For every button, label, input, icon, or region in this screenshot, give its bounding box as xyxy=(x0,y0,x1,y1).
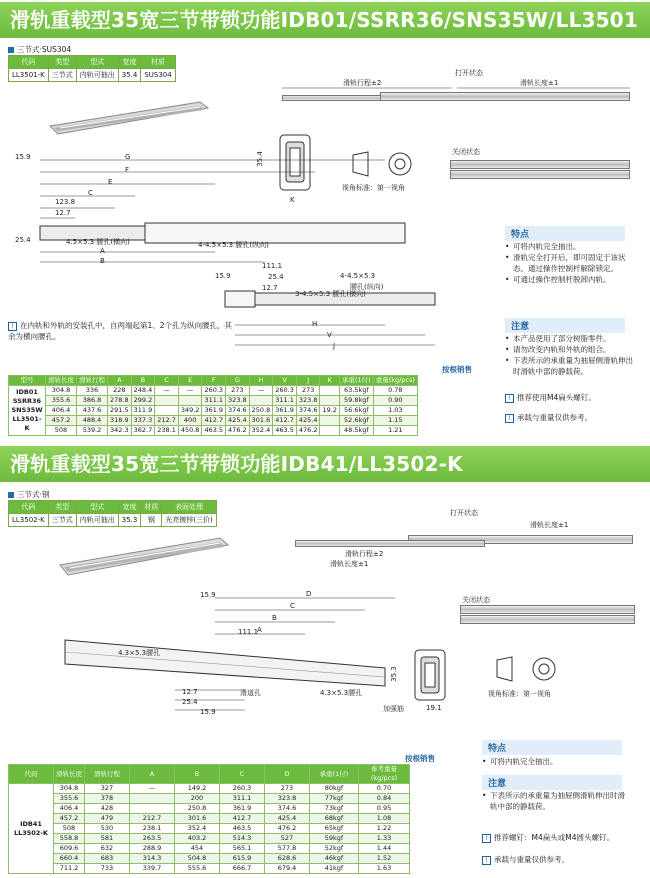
dims-header: B xyxy=(175,765,220,784)
table-cell: 463.5 xyxy=(220,824,265,834)
table-cell: 273 xyxy=(296,386,320,396)
table-cell: 428 xyxy=(85,804,130,814)
table-cell: 273 xyxy=(226,386,250,396)
caution-list xyxy=(482,790,632,812)
dim-C: C xyxy=(88,189,93,197)
side-drawing xyxy=(15,150,415,270)
table-cell: 374.6 xyxy=(226,406,250,416)
section1-tag xyxy=(8,44,71,55)
slot-label: 4-4.5×5.3 xyxy=(340,272,376,280)
closed-rail-b xyxy=(450,170,630,179)
closed-rail-b xyxy=(460,615,635,624)
table-cell xyxy=(320,396,339,406)
table-cell: 238.1 xyxy=(155,426,179,436)
table-cell: 1.52 xyxy=(359,854,410,864)
table-cell: 1.03 xyxy=(373,406,417,416)
table-cell: 212.7 xyxy=(155,416,179,426)
spec-header: 代码 xyxy=(9,501,49,514)
table-cell: 488.4 xyxy=(77,416,108,426)
table-cell: 278.8 xyxy=(108,396,132,406)
table-cell: 632 xyxy=(85,844,130,854)
square-icon xyxy=(8,47,14,53)
list-item: • 可将内轨完全抽出。 xyxy=(482,756,627,767)
tag-text: 三节式·钢 xyxy=(17,490,50,499)
spec-cell: 三节式 xyxy=(48,514,76,527)
table-cell: 339.7 xyxy=(130,864,175,874)
table-cell: 288.9 xyxy=(130,844,175,854)
table-cell: 0.90 xyxy=(373,396,417,406)
dims-header: H xyxy=(249,376,273,386)
dim-25-4: 25.4 xyxy=(182,698,198,706)
table-cell: 311.1 xyxy=(202,396,226,406)
rail-photo xyxy=(50,98,210,138)
recommend-text: 推荐螺钉：M4扁头或M4圆头螺钉。 xyxy=(494,833,614,842)
dims-header: 型号 xyxy=(9,376,46,386)
table-cell: 454 xyxy=(175,844,220,854)
table-cell: 273 xyxy=(265,784,310,794)
spec-cell: 三节式 xyxy=(48,69,76,82)
table-cell: 476.2 xyxy=(226,426,250,436)
table-cell: 200 xyxy=(175,794,220,804)
stroke-label: 滑轨行程±2 xyxy=(345,550,384,558)
stroke-label: 滑轨行程±2 xyxy=(343,79,382,87)
table-cell: 1.44 xyxy=(359,844,410,854)
table-cell: 65kgf xyxy=(310,824,359,834)
table-cell: 1.08 xyxy=(359,814,410,824)
dim-D: D xyxy=(306,590,312,598)
dim-G: G xyxy=(125,153,131,161)
dims-header: 代码 xyxy=(9,765,54,784)
dim-35-4: 35.4 xyxy=(255,151,264,167)
table-cell: 476.2 xyxy=(296,426,320,436)
table-cell: 0.95 xyxy=(359,804,410,814)
dim-35-3: 35.3 xyxy=(389,666,398,682)
table-cell xyxy=(155,396,179,406)
table-cell: 314.3 xyxy=(130,854,175,864)
dim-F: F xyxy=(125,166,130,174)
table-cell: — xyxy=(178,386,202,396)
section1-title: 滑轨重载型35宽三节带锁功能IDB01/SSRR36/SNS35W/LL3501 xyxy=(0,2,650,38)
list-item: • 本产品使用了部分树脂零件。 xyxy=(505,333,635,344)
list-item: • 可将内轨完全抽出。 xyxy=(505,241,635,252)
table-cell: 56.6kgf xyxy=(339,406,373,416)
dims-header: A xyxy=(108,376,132,386)
table-cell xyxy=(130,804,175,814)
dim-J: J xyxy=(333,342,336,350)
info-icon: ! xyxy=(482,856,491,865)
table-cell: 406.4 xyxy=(54,804,85,814)
dims-header: 滑轨行程 xyxy=(85,765,130,784)
table-cell: 666.7 xyxy=(220,864,265,874)
closed-rail-a xyxy=(460,605,635,614)
table-cell: 311.1 xyxy=(273,396,297,406)
section1-spec-table xyxy=(8,55,176,82)
table-cell: 527 xyxy=(265,834,310,844)
open-state-label: 打开状态 xyxy=(455,69,483,77)
table-cell: 463.5 xyxy=(273,426,297,436)
table-cell: 311.1 xyxy=(220,794,265,804)
table-cell: 352.4 xyxy=(249,426,273,436)
dims-header: C xyxy=(220,765,265,784)
table-cell: 349.2 xyxy=(178,406,202,416)
spec-cell: LL3501-K xyxy=(9,69,49,82)
spec-cell: LL3502-K xyxy=(9,514,49,527)
dims-header: 重量(kg/pcs) xyxy=(373,376,417,386)
table-cell: 250.8 xyxy=(175,804,220,814)
section2-tag xyxy=(8,489,49,500)
table-cell: 581 xyxy=(85,834,130,844)
spec-cell: 35.3 xyxy=(118,514,141,527)
table-cell: 508 xyxy=(46,426,77,436)
table-cell: 0.84 xyxy=(359,794,410,804)
table-cell xyxy=(320,386,339,396)
section2-spec-table xyxy=(8,500,217,527)
table-cell: 425.4 xyxy=(265,814,310,824)
dim-12-7: 12.7 xyxy=(182,688,198,696)
caution-heading: 注意 xyxy=(505,318,625,333)
table-cell: 1.15 xyxy=(373,416,417,426)
square-icon xyxy=(8,492,14,498)
lock-hole-label: 滑道孔 xyxy=(240,689,261,697)
table-cell: 337.3 xyxy=(131,416,155,426)
table-cell: 378 xyxy=(85,794,130,804)
dim-B: B xyxy=(100,257,105,265)
table-cell: 260.3 xyxy=(273,386,297,396)
table-cell: 504.8 xyxy=(175,854,220,864)
recommend-text: 推荐使用M4扁头螺钉。 xyxy=(517,393,596,402)
table-cell: 530 xyxy=(85,824,130,834)
info-icon: ! xyxy=(8,322,17,331)
table-cell: 425.4 xyxy=(296,416,320,426)
list-item: • 可通过操作控制杆脱卸内轨。 xyxy=(505,274,635,285)
dims-header: 滑轨长度 xyxy=(54,765,85,784)
table-cell: 733 xyxy=(85,864,130,874)
features-heading: 特点 xyxy=(482,740,622,755)
table-cell: 250.8 xyxy=(249,406,273,416)
load-note-text: 承载与重量仅供参考。 xyxy=(517,413,592,422)
spec-header: 型式 xyxy=(76,501,118,514)
spec-header: 类型 xyxy=(48,56,76,69)
table-cell: 52kgf xyxy=(310,844,359,854)
table-cell: 412.7 xyxy=(273,416,297,426)
table-cell: 263.5 xyxy=(130,834,175,844)
sales-unit: 按根销售 xyxy=(442,365,472,374)
table-cell: 0.78 xyxy=(373,386,417,396)
table-cell: 457.2 xyxy=(54,814,85,824)
dim-15-9: 15.9 xyxy=(15,153,31,161)
dim-E: E xyxy=(108,178,113,186)
table-cell: — xyxy=(155,386,179,396)
spec-cell: 内轨可抽出 xyxy=(76,514,118,527)
load-note xyxy=(505,412,592,423)
table-cell: 311.9 xyxy=(131,406,155,416)
dim-A: A xyxy=(100,247,105,255)
table-cell: 403.2 xyxy=(175,834,220,844)
table-cell: 46kgf xyxy=(310,854,359,864)
table-cell: 412.7 xyxy=(220,814,265,824)
sales-unit: 按根销售 xyxy=(405,754,435,763)
dim-111-1: 111.1 xyxy=(262,262,283,270)
dim-H: H xyxy=(312,320,318,328)
table-cell: 77kgf xyxy=(310,794,359,804)
table-cell: 628.6 xyxy=(265,854,310,864)
table-cell: 450.8 xyxy=(178,426,202,436)
length-label: 滑轨长度±1 xyxy=(330,560,369,568)
dims-header: K xyxy=(320,376,339,386)
recommend-note xyxy=(482,832,614,843)
table-cell: 48.5kgf xyxy=(339,426,373,436)
dims-header: 滑轨行程 xyxy=(77,376,108,386)
features-heading: 特点 xyxy=(505,226,625,241)
table-cell: 52.6kgf xyxy=(339,416,373,426)
closed-state-label: 关闭状态 xyxy=(462,596,490,604)
load-note-text: 承载与重量仅供参考。 xyxy=(494,855,569,864)
list-item: • 滑轨完全打开后，即可固定于该状态。通过操作控制杆解除锁定。 xyxy=(505,252,635,274)
closed-state-label: 关闭状态 xyxy=(452,148,480,156)
dim-15-9: 15.9 xyxy=(215,272,231,280)
table-cell: 539.2 xyxy=(77,426,108,436)
table-cell: 457.2 xyxy=(46,416,77,426)
info-icon: ! xyxy=(505,394,514,403)
table-cell: 301.6 xyxy=(175,814,220,824)
table-cell: 406.4 xyxy=(46,406,77,416)
length-label: 滑轨长度±1 xyxy=(530,521,569,529)
table-cell: 68kgf xyxy=(310,814,359,824)
dim-15-9: 15.9 xyxy=(200,708,216,716)
side-drawing xyxy=(45,590,405,720)
spec-header: 材质 xyxy=(141,501,162,514)
table-cell: 63.5kgf xyxy=(339,386,373,396)
spec-cell: 钢 xyxy=(141,514,162,527)
dims-header: G xyxy=(226,376,250,386)
slot-label: 4.3×5.3腰孔 xyxy=(320,689,363,697)
dims-header: V xyxy=(273,376,297,386)
spec-cell: 内轨可抽出 xyxy=(76,69,118,82)
slot-label: 3-4.5×5.3 腰孔(横向) xyxy=(295,290,366,298)
info-icon: ! xyxy=(482,834,491,843)
table-cell: 412.7 xyxy=(202,416,226,426)
table-cell: 323.8 xyxy=(226,396,250,406)
dims-header: A xyxy=(130,765,175,784)
section1-dims-table xyxy=(8,375,418,436)
spec-header: 代码 xyxy=(9,56,49,69)
table-cell: 299.2 xyxy=(131,396,155,406)
dim-111-1: 111.1 xyxy=(238,628,259,636)
table-cell xyxy=(320,426,339,436)
table-cell: 437.6 xyxy=(77,406,108,416)
table-cell: 361.9 xyxy=(202,406,226,416)
dims-header: J xyxy=(296,376,320,386)
recommend-note xyxy=(505,392,596,403)
table-cell: 59.8kgf xyxy=(339,396,373,406)
table-cell xyxy=(320,416,339,426)
view-standard-label: 视角标准：第一视角 xyxy=(488,690,551,698)
table-cell: 0.70 xyxy=(359,784,410,794)
table-cell: 80kgf xyxy=(310,784,359,794)
table-cell: 508 xyxy=(54,824,85,834)
table-cell: 1.22 xyxy=(359,824,410,834)
table-cell: 514.3 xyxy=(220,834,265,844)
spec-header: 宽度 xyxy=(118,56,141,69)
table-cell: 1.21 xyxy=(373,426,417,436)
table-cell: 212.7 xyxy=(130,814,175,824)
table-cell: 291.5 xyxy=(108,406,132,416)
load-note xyxy=(482,854,569,865)
slot-label: 4.3×5.3腰孔 xyxy=(118,649,161,657)
dims-header: F xyxy=(202,376,226,386)
table-cell: 374.6 xyxy=(296,406,320,416)
table-cell: 228 xyxy=(108,386,132,396)
dim-25-4: 25.4 xyxy=(268,273,284,281)
dim-25-4: 25.4 xyxy=(15,236,31,244)
table-cell: — xyxy=(130,784,175,794)
table-cell: 386.8 xyxy=(77,396,108,406)
rail-photo xyxy=(60,535,230,580)
list-item: • 请勿改变内轨和外轨的组合。 xyxy=(505,344,635,355)
side-drawing-b xyxy=(215,265,445,355)
table-cell: 558.8 xyxy=(54,834,85,844)
table-cell: 318.9 xyxy=(108,416,132,426)
closed-rail-a xyxy=(450,160,630,169)
table-cell: 323.8 xyxy=(265,794,310,804)
table-cell: 304.8 xyxy=(54,784,85,794)
spec-cell: 光亮镀锌(三价) xyxy=(162,514,216,527)
spec-header: 宽度 xyxy=(118,501,141,514)
table-cell: 476.2 xyxy=(265,824,310,834)
table-cell: 565.1 xyxy=(220,844,265,854)
caution-heading: 注意 xyxy=(482,775,622,790)
list-item: • 下表所示的承重量为抽屉侧滑轨伸出时滑轨中部的静载荷。 xyxy=(482,790,632,812)
dims-header: 参考重量(kg/pcs) xyxy=(359,765,410,784)
dim-V: V xyxy=(327,331,332,339)
table-cell: 19.2 xyxy=(320,406,339,416)
features-list xyxy=(505,241,635,285)
table-cell: 479 xyxy=(85,814,130,824)
projection-symbol xyxy=(492,655,562,685)
slot-label: 4.5×5.3 腰孔(横向) xyxy=(66,238,130,246)
list-item: • 下表所示的承重量为抽屉侧滑轨伸出时滑轨中部的静载荷。 xyxy=(505,355,635,377)
table-cell: 1.33 xyxy=(359,834,410,844)
dims-header: C xyxy=(155,376,179,386)
model-cell: IDB01 SSRR36 SNS35W LL3501-K xyxy=(9,386,46,436)
table-cell: 355.6 xyxy=(54,794,85,804)
table-cell xyxy=(155,406,179,416)
tag-text: 三节式·SUS304 xyxy=(17,45,72,54)
table-cell: 463.5 xyxy=(202,426,226,436)
dims-header: D xyxy=(265,765,310,784)
hole-note-text: 在内轨和外轨的安装孔中，自两端起第1、2个孔为纵向腰孔，其余为横向腰孔。 xyxy=(8,321,233,341)
table-cell: 238.1 xyxy=(130,824,175,834)
dim-A: A xyxy=(257,626,262,634)
table-cell: 425.4 xyxy=(226,416,250,426)
spec-cell: SUS304 xyxy=(141,69,175,82)
spec-header: 材质 xyxy=(141,56,175,69)
dim-B: B xyxy=(272,614,277,622)
caution-list xyxy=(505,333,635,377)
table-cell: 41kgf xyxy=(310,864,359,874)
dim-12-7: 12.7 xyxy=(262,284,278,292)
table-cell: 577.8 xyxy=(265,844,310,854)
table-cell: 361.9 xyxy=(220,804,265,814)
table-cell: 59kgf xyxy=(310,834,359,844)
spec-header: 型式 xyxy=(76,56,118,69)
section2-dims-table xyxy=(8,764,410,874)
table-cell: 683 xyxy=(85,854,130,864)
section2-title: 滑轨重载型35宽三节带锁功能IDB41/LL3502-K xyxy=(0,446,650,482)
table-cell: 711.2 xyxy=(54,864,85,874)
table-cell: 400 xyxy=(178,416,202,426)
table-cell: 73kgf xyxy=(310,804,359,814)
view-standard-label: 视角标准：第一视角 xyxy=(342,184,405,192)
open-state-label: 打开状态 xyxy=(450,509,478,517)
table-cell: 248.4 xyxy=(131,386,155,396)
dims-header: E xyxy=(178,376,202,386)
inner-rail xyxy=(295,540,485,547)
dims-header: 承重(1付) xyxy=(339,376,373,386)
table-cell xyxy=(249,396,273,406)
table-cell: 355.6 xyxy=(46,396,77,406)
table-cell: 327 xyxy=(85,784,130,794)
info-icon: ! xyxy=(505,414,514,423)
slot-label: 腰孔(纵向) xyxy=(350,283,384,291)
table-cell: 374.6 xyxy=(265,804,310,814)
table-cell: 336 xyxy=(77,386,108,396)
dim-12-7: 12.7 xyxy=(55,209,71,217)
reinforce-label: 加强筋 xyxy=(383,705,404,713)
table-cell: 342.3 xyxy=(108,426,132,436)
table-cell: 361.9 xyxy=(273,406,297,416)
table-cell xyxy=(178,396,202,406)
dims-header: 滑轨长度 xyxy=(46,376,77,386)
model-cell: IDB41 LL3502-K xyxy=(9,784,54,874)
dim-123-8: 123.8 xyxy=(55,198,76,206)
dims-header: B xyxy=(131,376,155,386)
spec-cell: 35.4 xyxy=(118,69,141,82)
table-cell: 555.6 xyxy=(175,864,220,874)
table-cell: 660.4 xyxy=(54,854,85,864)
dimension-line xyxy=(282,82,632,94)
table-cell: — xyxy=(249,386,273,396)
table-cell xyxy=(130,794,175,804)
length-label: 滑轨长度±1 xyxy=(520,79,559,87)
dim-19-1: 19.1 xyxy=(426,704,442,712)
table-cell: 1.63 xyxy=(359,864,410,874)
slot-label: 4-4.5×5.3 腰孔(纵向) xyxy=(198,241,269,249)
dim-C: C xyxy=(290,602,295,610)
dims-header: 承重(1付) xyxy=(310,765,359,784)
table-cell: 260.3 xyxy=(220,784,265,794)
table-cell: 362.7 xyxy=(131,426,155,436)
dim-K: K xyxy=(290,196,295,204)
spec-header: 类型 xyxy=(48,501,76,514)
spec-header: 表面处理 xyxy=(162,501,216,514)
hole-note xyxy=(8,320,233,342)
table-cell: 149.2 xyxy=(175,784,220,794)
table-cell: 609.6 xyxy=(54,844,85,854)
table-cell: 352.4 xyxy=(175,824,220,834)
dim-15-9: 15.9 xyxy=(200,591,216,599)
table-cell: 615.9 xyxy=(220,854,265,864)
table-cell: 260.3 xyxy=(202,386,226,396)
table-cell: 301.6 xyxy=(249,416,273,426)
table-cell: 304.8 xyxy=(46,386,77,396)
features-list xyxy=(482,756,627,767)
table-cell: 323.8 xyxy=(296,396,320,406)
table-cell: 679.4 xyxy=(265,864,310,874)
